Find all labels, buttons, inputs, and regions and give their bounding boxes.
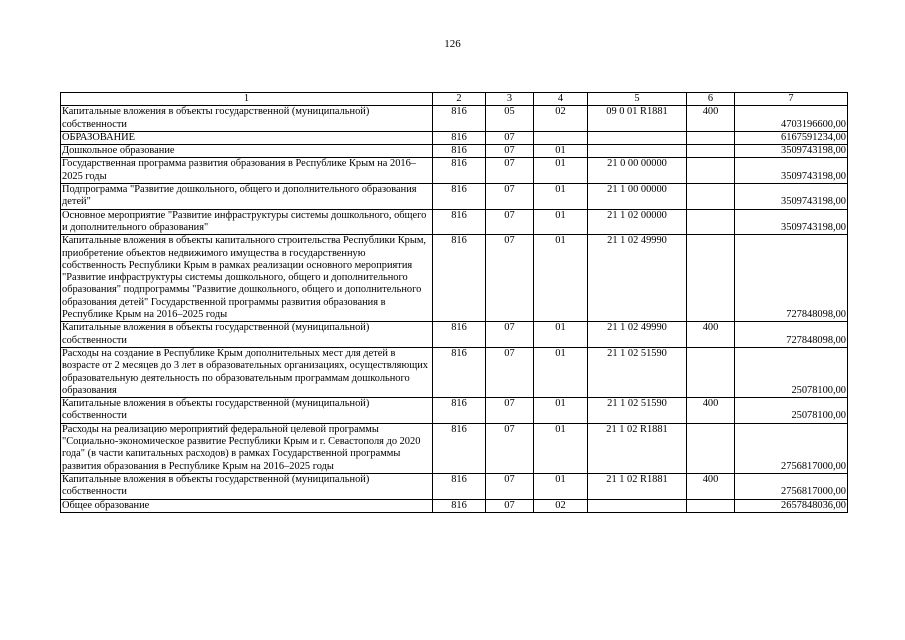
cell-ministry-code: 816 (433, 184, 486, 210)
cell-ministry-code: 816 (433, 499, 486, 512)
cell-target-article (588, 145, 687, 158)
table-row (61, 423, 848, 473)
cell-amount: 4703196600,00 (735, 106, 848, 132)
cell-subsection: 01 (534, 423, 588, 473)
table-row (61, 145, 848, 158)
column-number: 7 (735, 93, 848, 106)
cell-description: Расходы на реализацию мероприятий федеральной целевой программы "Социально-экономическое развитие Республики Крым и г. Севастополя до 2020 года" (в части капитальных расходов) в рамках Государственной программы развития образования в Республике Крым на 2016–2025 годы (61, 423, 433, 473)
cell-subsection: 01 (534, 322, 588, 348)
cell-amount: 25078100,00 (735, 347, 848, 397)
column-number-row (61, 93, 848, 106)
cell-expense-type (687, 209, 735, 235)
cell-section: 07 (486, 235, 534, 322)
cell-target-article: 21 1 02 51590 (588, 398, 687, 424)
cell-ministry-code: 816 (433, 158, 486, 184)
cell-description: Государственная программа развития образования в Республике Крым на 2016–2025 годы (61, 158, 433, 184)
table-row (61, 398, 848, 424)
cell-amount: 3509743198,00 (735, 184, 848, 210)
cell-target-article: 21 1 02 R1881 (588, 473, 687, 499)
page-number: 126 (444, 38, 461, 50)
table-row (61, 209, 848, 235)
table-row (61, 499, 848, 512)
cell-subsection: 01 (534, 145, 588, 158)
cell-description: Капитальные вложения в объекты государственной (муниципальной) собственности (61, 473, 433, 499)
cell-expense-type (687, 235, 735, 322)
cell-description: Капитальные вложения в объекты государственной (муниципальной) собственности (61, 322, 433, 348)
cell-expense-type (687, 158, 735, 184)
cell-expense-type: 400 (687, 106, 735, 132)
cell-ministry-code: 816 (433, 145, 486, 158)
table-row (61, 473, 848, 499)
column-number: 1 (61, 93, 433, 106)
cell-expense-type (687, 131, 735, 144)
table-row (61, 158, 848, 184)
cell-amount: 3509743198,00 (735, 158, 848, 184)
cell-expense-type (687, 184, 735, 210)
cell-section: 07 (486, 473, 534, 499)
column-number: 2 (433, 93, 486, 106)
cell-ministry-code: 816 (433, 209, 486, 235)
cell-ministry-code: 816 (433, 322, 486, 348)
cell-amount: 3509743198,00 (735, 145, 848, 158)
cell-section: 07 (486, 145, 534, 158)
cell-target-article: 21 1 02 00000 (588, 209, 687, 235)
cell-ministry-code: 816 (433, 106, 486, 132)
cell-amount: 727848098,00 (735, 322, 848, 348)
table-row (61, 131, 848, 144)
cell-target-article: 21 1 02 51590 (588, 347, 687, 397)
cell-expense-type: 400 (687, 473, 735, 499)
cell-section: 07 (486, 158, 534, 184)
cell-ministry-code: 816 (433, 473, 486, 499)
column-number: 5 (588, 93, 687, 106)
cell-target-article: 09 0 01 R1881 (588, 106, 687, 132)
budget-table (60, 92, 848, 513)
cell-subsection: 01 (534, 473, 588, 499)
cell-target-article: 21 1 02 49990 (588, 235, 687, 322)
cell-amount: 2756817000,00 (735, 473, 848, 499)
cell-section: 07 (486, 423, 534, 473)
cell-target-article (588, 499, 687, 512)
cell-target-article: 21 1 02 R1881 (588, 423, 687, 473)
cell-section: 07 (486, 398, 534, 424)
cell-subsection: 02 (534, 499, 588, 512)
cell-description: ОБРАЗОВАНИЕ (61, 131, 433, 144)
cell-subsection: 01 (534, 235, 588, 322)
column-number: 6 (687, 93, 735, 106)
cell-amount: 3509743198,00 (735, 209, 848, 235)
cell-description: Общее образование (61, 499, 433, 512)
cell-description: Капитальные вложения в объекты капитального строительства Республики Крым, приобретение объектов недвижимого имущества в государственную собственность Республики Крым в рамках реализации основного мероприятия "Развитие инфраструктуры системы дошкольного, общего и дополнительного образования" подпрограммы "Развитие дошкольного, общего и дополнительного образования детей" Государственной программы развития образования в Республике Крым на 2016–2025 годы (61, 235, 433, 322)
cell-section: 07 (486, 131, 534, 144)
cell-target-article: 21 0 00 00000 (588, 158, 687, 184)
cell-description: Основное мероприятие "Развитие инфраструктуры системы дошкольного, общего и дополнительного образования" (61, 209, 433, 235)
cell-description: Дошкольное образование (61, 145, 433, 158)
cell-section: 07 (486, 184, 534, 210)
cell-ministry-code: 816 (433, 235, 486, 322)
cell-subsection: 01 (534, 347, 588, 397)
cell-description: Капитальные вложения в объекты государственной (муниципальной) собственности (61, 106, 433, 132)
cell-amount: 727848098,00 (735, 235, 848, 322)
cell-expense-type (687, 145, 735, 158)
table-row (61, 235, 848, 322)
cell-section: 07 (486, 322, 534, 348)
cell-ministry-code: 816 (433, 131, 486, 144)
cell-amount: 25078100,00 (735, 398, 848, 424)
table-row (61, 184, 848, 210)
cell-section: 07 (486, 209, 534, 235)
cell-subsection: 01 (534, 209, 588, 235)
cell-description: Подпрограмма "Развитие дошкольного, общего и дополнительного образования детей" (61, 184, 433, 210)
cell-description: Расходы на создание в Республике Крым дополнительных мест для детей в возрасте от 2 месяцев до 3 лет в образовательных организациях, осуществляющих образовательную деятельность по образовательным программам дошкольного образования (61, 347, 433, 397)
column-number: 3 (486, 93, 534, 106)
cell-target-article (588, 131, 687, 144)
cell-expense-type: 400 (687, 322, 735, 348)
cell-subsection: 01 (534, 398, 588, 424)
cell-ministry-code: 816 (433, 347, 486, 397)
cell-ministry-code: 816 (433, 423, 486, 473)
cell-subsection: 01 (534, 184, 588, 210)
cell-expense-type (687, 347, 735, 397)
cell-section: 07 (486, 347, 534, 397)
table-row (61, 322, 848, 348)
cell-expense-type: 400 (687, 398, 735, 424)
cell-target-article: 21 1 00 00000 (588, 184, 687, 210)
cell-subsection: 02 (534, 106, 588, 132)
cell-subsection (534, 131, 588, 144)
column-number: 4 (534, 93, 588, 106)
table-row (61, 347, 848, 397)
cell-section: 05 (486, 106, 534, 132)
cell-amount: 2657848036,00 (735, 499, 848, 512)
cell-expense-type (687, 423, 735, 473)
cell-amount: 2756817000,00 (735, 423, 848, 473)
cell-expense-type (687, 499, 735, 512)
table-row (61, 106, 848, 132)
cell-section: 07 (486, 499, 534, 512)
cell-target-article: 21 1 02 49990 (588, 322, 687, 348)
cell-ministry-code: 816 (433, 398, 486, 424)
cell-description: Капитальные вложения в объекты государственной (муниципальной) собственности (61, 398, 433, 424)
cell-subsection: 01 (534, 158, 588, 184)
cell-amount: 6167591234,00 (735, 131, 848, 144)
